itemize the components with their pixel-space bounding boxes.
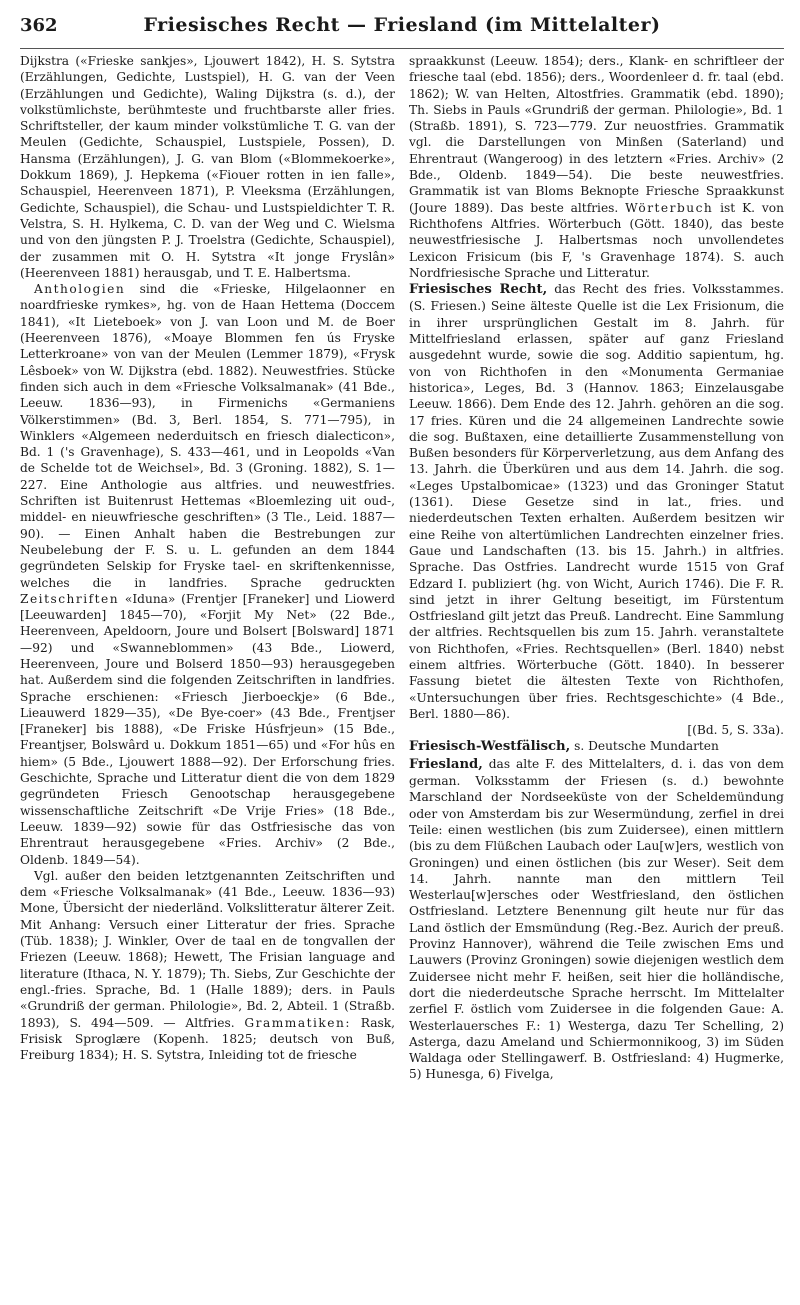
bibliography-text: Vgl. außer den beiden letztgenannten Zeitschriften und dem «Friesche Volksalmanak» (41 Bde., Leeuw. 1836—93) Mone, Übersicht der niederländ. Volkslitteratur älterer Zeit. Mit Anhang: Versuch einer Litteratur der fries. Sprache (Tüb. 1838); J. Winkler, Over de taal en de tongvallen der Friezen (Leeuw. 1868); Hewett, The Frisian language and literature (Ithaca, N. Y. 1879); Th. Siebs, Zur Geschichte der engl.-fries. Sprache, Bd. 1 (Halle 1889); ders. in Pauls «Grundriß der german. Philologie», Bd. 2, Abteil. 1 (Straßb. 1893), S. 494—509. — Altfries. (20, 868, 395, 1030)
headword-friesisch-westfaelisch: Friesisch-Westfälisch, (409, 739, 571, 755)
running-title: Friesisches Recht — Friesland (im Mittelalter) (143, 14, 661, 36)
right-column (409, 53, 784, 1303)
left-column (20, 53, 395, 1303)
entry-friesisches-recht (409, 281, 784, 738)
zeitschriften-text: «Iduna» (Frentjer [Franeker] und Liowerd [Leeuwarden] 1845—70), «Forjit My Net» (22 Bde., Heerenveen, Apeldoorn, Joure und Bolsert [Bolsward] 1871—92) und «Swanneblommen» (43 Bde., Liowerd, Heerenveen, Joure und Bolserd 1850—93) herausgegeben hat. Außerdem sind die folgenden Zeitschriften in landfries. Sprache erschienen: «Friesch Jierboeckje» (6 Bde., Lieauwerd 1829—35), «De Bye-coer» (43 Bde., Frentjser [Franeker] bis 1888), «De Friske Húsfrjeun» (15 Bde., Freantjser, Bolswârd u. Dokkum 1851—65) und «For hûs en hiem» (5 Bde., Ljouwert 1888—92). Der Erforschung fries. Geschichte, Sprache und Litteratur dient die von dem 1829 gegründeten Friesch Genootschap herausgegebene wissenschaftliche Zeitschrift «De Vrije Fries» (18 Bde., Leeuw. 1839—92) sowie für das Ostfriesische das von Ehrentraut herausgegebene «Fries. Archiv» (2 Bde., Oldenb. 1849—54). (20, 591, 395, 867)
two-column-body (20, 53, 784, 1303)
page-header (20, 14, 784, 49)
page-number: 362 (20, 15, 58, 36)
volume-reference: [(Bd. 5, S. 33a). (687, 723, 784, 738)
entry-text-friesland: das alte F. des Mittelalters, d. i. das von dem german. Volksstamm der Friesen (s. d.) bewohnte Marschland der Nordseeküste von der Scheldemündung oder von Amsterdam bis zur Wesermündung, zerfiel in drei Teile: einen westlichen (bis zum Zuidersee), einen mittlern (bis zu dem Flüßchen Laubach oder Lau[w]ers, westlich von Groningen) und einen östlichen (bis zur Weser). Seit dem 14. Jahrh. nannte man den mittlern Teil Westerlau[w]ersches oder Westfriesland, den östlichen Ostfriesland. Letztere Benennung gilt heute nur für das Land östlich der Emsmündung (Reg.-Bez. Aurich der preuß. Provinz Hannover), während die Teile zwischen Ems und Lauwers (Provinz Groningen) sowie diejenigen westlich dem Zuidersee nicht mehr F. heißen, seit hier die holländische, dort die niederdeutsche Sprache herrscht. Im Mittelalter zerfiel F. östlich vom Zuidersee in die folgenden Gaue: A. Westerlauersches F.: 1) Westerga, dazu Ter Schelling, 2) Asterga, dazu Ameland und Schiermonnikoog, 3) im Süden Waldaga oder Stellingawerf. B. Ostfriesland: 4) Hugmerke, 5) Hunesga, 6) Fivelga, (409, 756, 784, 1082)
anthologien-text: sind die «Frieske, Hilgelaonner en noardfrieske rymkes», hg. von de Haan Hettema (Doccem 1841), «It Lieteboek» von J. van Loon und M. de Boer (Heerenveen 1876), «Moaye Blommen fen ús Fryske Letterkroane» von van der Meulen (Lemmer 1879), «Frysk Lêsboek» von W. Dijkstra (ebd. 1882). Neuwestfries. Stücke finden sich auch in dem «Friesche Volksalmanak» (41 Bde., Leeuw. 1836—93), in Firmenichs «Germaniens Völkerstimmen» (Bd. 3, Berl. 1854, S. 771—795), in Winklers «Algemeen nederduitsch en friesch dialecticon», Bd. 1 ('s Gravenhage), S. 433—461, und in Leopolds «Van de Schelde tot de Weichsel», Bd. 3 (Groning. 1882), S. 1—227. Eine Anthologie aus altfries. und neuwestfries. Schriften ist Buitenrust Hettemas «Bloemlezing uit oud-, middel- en nieuwfriesche geschriften» (3 Tle., Leid. 1887—90). — Einen Anhalt haben die Bestrebungen zur Neubelebung der F. S. u. L. gefunden an dem 1844 gegründeten Selskip for Fryske tael- en skriftenkennisse, welches die in landfries. Sprache gedruckten (20, 282, 395, 590)
anthologien-keyword: Anthologien (34, 282, 126, 297)
entry-friesisch-westfaelisch (409, 738, 784, 755)
left-paragraph-1: Dijkstra («Frieske sankjes», Ljouwert 1842), H. S. Sytstra (Erzählungen, Gedichte, Lustspiel), H. G. van der Veen (Erzählungen und Gedichte), Waling Dijkstra (s. d.), der volkstümlichste, berühmteste und fruchtbarste aller fries. Schriftsteller, der kaum minder volkstümliche T. G. van der Meulen (Gedichte, Schauspiel, Lustspiele, Possen), D. Hansma (Erzählungen), J. G. van Blom («Blommekoerke», Dokkum 1869), J. Hepkema («Fiouer rotten in ien falle», Schauspiel, Heerenveen 1871), P. Vleeksma (Erzählungen, Gedichte, Schauspiel), die Schau- und Lustspieldichter T. R. Velstra, S. H. Hylkema, C. D. van der Weg und C. Wielsma und von den jüngsten P. J. Troelstra (Gedichte, Schauspiel), der zusammen mit O. H. Sytstra «It jonge Fryslân» (Heerenveen 1881) herausgab, und T. E. Halbertsma. (20, 54, 395, 280)
grammatiken-text: Rask, Frisisk Sproglære (Kopenh. 1825; deutsch von Buß, Freiburg 1834); H. S. Sytstra, Inleiding tot de friesche (20, 1015, 395, 1063)
entry-text-friesisches-recht: das Recht des fries. Volksstammes. (S. Friesen.) Seine älteste Quelle ist die Lex Frisionum, die in ihrer ursprünglichen Gestalt im 8. Jahrh. für Mittelfriesland erlassen, später auf ganz Friesland ausgedehnt wurde, sowie die sog. Additio sapientum, hg. von von Richthofen in den «Monumenta Germaniae historica», Leges, Bd. 3 (Hannov. 1863; Einzelausgabe Leeuw. 1866). Dem Ende des 12. Jahrh. gehören an die sog. 17 fries. Küren und die 24 allgemeinen Landrechte sowie die sog. Bußtaxen, eine detaillierte Zusammenstellung von Bußen besonders für Körperverletzung, aus dem Anfang des 13. Jahrh. die Überküren und aus dem 14. Jahrh. die sog. «Leges Upstalbomicae» (1323) und das Groninger Statut (1361). Diese Gesetze sind in lat., fries. und niederdeutschen Texten erhalten. Außerdem besitzen wir eine Reihe von altertümlichen Landrechten einzelner fries. Gaue und Landschaften (13. bis 15. Jahrh.) in altfries. Sprache. Das Ostfries. Landrecht wurde 1515 von Graf Edzard I. publiziert (hg. von Wicht, Aurich 1746). Die F. R. sind jetzt in ihrer Geltung beseitigt, im Fürstentum Ostfriesland gilt jetzt das Preuß. Landrecht. Eine Sammlung der altfries. Rechtsquellen bis zum 15. Jahrh. veranstaltete von Richthofen, «Fries. Rechtsquellen» (Berl. 1840) nebst einem altfries. Wörterbuche (Gött. 1840). In besserer Fassung bietet die ältesten Texte von Richthofen, «Untersuchungen über fries. Rechtsgeschichte» (4 Bde., Berl. 1880—86). (409, 282, 784, 721)
headword-friesisches-recht: Friesisches Recht, (409, 282, 548, 298)
entry-friesland (409, 756, 784, 1083)
continuation-text: spraakkunst (Leeuw. 1854); ders., Klank- en schriftleer der friesche taal (ebd. 1856); ders., Woordenleer d. fr. taal (ebd. 1862); W. van Helten, Altostfries. Grammatik (ebd. 1890); Th. Siebs in Pauls «Grundriß der german. Philologie», Bd. 1 (Straßb. 1891), S. 723—779. Zur neuostfries. Grammatik vgl. die Darstellungen von Minßen (Saterland) und Ehrentraut (Wangeroog) in des letztern «Fries. Archiv» (2 Bde., Oldenb. 1849—54). Die beste neuwestfries. Grammatik ist van Bloms Beknopte Friesche Spraakkunst (Joure 1889). Das beste altfries. (409, 54, 784, 215)
woerterbuch-keyword: Wörterbuch (625, 200, 714, 215)
headword-friesland: Friesland, (409, 756, 483, 772)
zeitschriften-keyword: Zeitschriften (20, 591, 120, 606)
grammatiken-keyword: Grammatiken: (244, 1015, 351, 1030)
woerterbuch-text: ist K. von Richthofens Altfries. Wörterbuch (Gött. 1840), das beste neuwestfriesische J. Halbertsmas noch unvollendetes Lexicon Frisicum (bis F, 's Gravenhage 1874). S. auch Nordfriesische Sprache und Litteratur. (409, 200, 784, 280)
anthologien-paragraph (20, 281, 395, 868)
right-paragraph-continuation (409, 53, 784, 281)
entry-text-friesisch-westfaelisch: s. Deutsche Mundarten (570, 739, 719, 754)
bibliography-paragraph (20, 868, 395, 1064)
